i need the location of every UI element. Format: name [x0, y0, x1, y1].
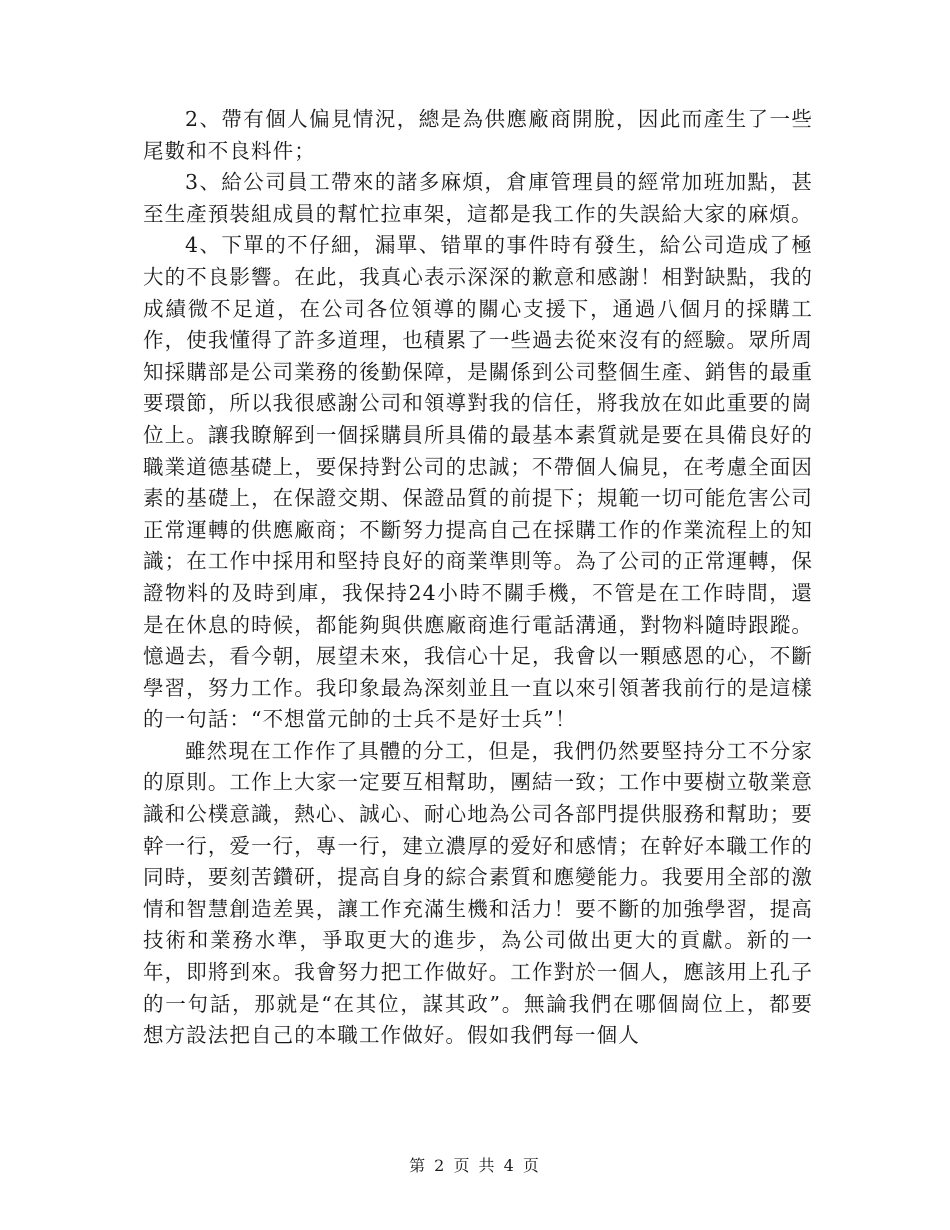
page-number: 第 2 页 共 4 页 — [409, 1156, 541, 1175]
document-body — [143, 104, 813, 1052]
paragraph-item-2: 2、帶有個人偏見情況，總是為供應廠商開脫，因此而產生了一些尾數和不良料件； — [143, 107, 813, 163]
paragraph-teamwork: 雖然現在工作作了具體的分工，但是，我們仍然要堅持分工不分家的原則。工作上大家一定要互相幫助，團結一致；工作中要樹立敬業意識和公樸意識，熱心、誠心、耐心地為公司各部門提供服務和幫助；要幹一行，爱一行，專一行，建立濃厚的爱好和感情；在幹好本職工作的同時，要刻苦鑽研，提高自身的綜合素質和應變能力。我要用全部的激情和智慧創造差異，讓工作充滿生機和活力！要不斷的加強學習，提高技術和業務水準，爭取更大的進步，為公司做出更大的貢獻。新的一年，即將到來。我會努力把工作做好。工作對於一個人，應該用上孔子的一句話，那就是“在其位，謀其政”。無論我們在哪個崗位上，都要想方設法把自己的本職工作做好。假如我們每一個人 — [143, 738, 813, 1048]
paragraph-item-4: 4、下單的不仔細，漏單、错單的事件時有發生，給公司造成了極大的不良影響。在此，我真心表示深深的歉意和感謝！相對缺點，我的成績微不足道，在公司各位領導的關心支援下，通過八個月的採購工作，使我懂得了許多道理，也積累了一些過去從來沒有的經驗。眾所周知採購部是公司業務的後勤保障，是關係到公司整個生產、銷售的最重要環節，所以我很感謝公司和領導對我的信任，將我放在如此重要的崗位上。讓我瞭解到一個採購員所具備的最基本素質就是要在具備良好的職業道德基礎上，要保持對公司的忠誠；不帶個人偏見，在考慮全面因素的基礎上，在保證交期、保證品質的前提下；規範一切可能危害公司正常運轉的供應廠商；不斷努力提高自己在採購工作的作業流程上的知識；在工作中採用和堅持良好的商業準則等。為了公司的正常運轉，保證物料的及時到庫，我保持24小時不關手機，不管是在工作時間，還是在休息的時候，都能夠與供應廠商進行電話溝通，對物料隨時跟蹤。憶過去，看今朝，展望未來，我信心十足，我會以一顆感恩的心，不斷學習，努力工作。我印象最為深刻並且一直以來引領著我前行的是這樣的一句話：“不想當元帥的士兵不是好士兵”！ — [143, 233, 813, 732]
paragraph-item-3: 3、給公司員工帶來的諸多麻煩，倉庫管理員的經常加班加點，甚至生產預裝組成員的幫忙拉車架，這都是我工作的失誤給大家的麻煩。 — [143, 170, 813, 226]
page-footer — [0, 1153, 950, 1176]
